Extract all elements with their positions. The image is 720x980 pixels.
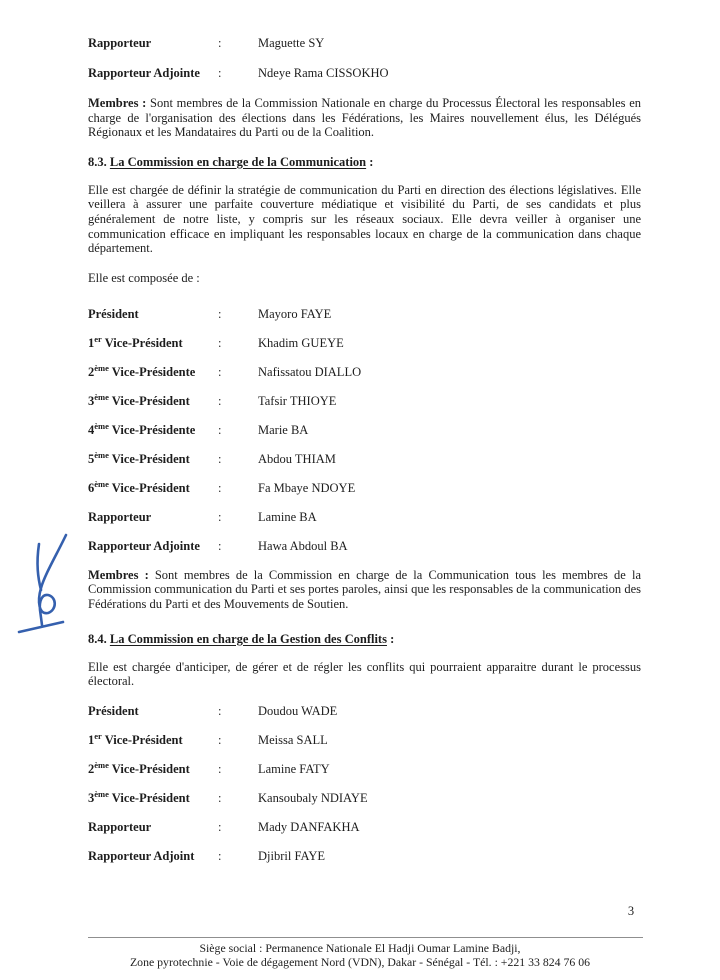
section-number: 8.4.: [88, 631, 107, 646]
official-role: 1er Vice-Président: [88, 333, 183, 350]
colon-separator: :: [218, 451, 222, 466]
section-colon: :: [369, 154, 374, 169]
official-row: [88, 849, 641, 864]
footer-divider: [88, 937, 643, 938]
section-84-body: Elle est chargée d'anticiper, de gérer et de régler les conflits qui pourraient apparaitre durant le processus électoral.: [88, 659, 641, 689]
colon-separator: :: [218, 703, 222, 718]
members-text: Sont membres de la Commission Nationale en charge du Processus Électoral les responsables en charge de l'organisation des élections dans les Fédérations, les Maires nouvellement élus, les Délégués Régionaux et les Mandataires du Parti ou de la Coalition.: [88, 96, 642, 140]
official-role: 5ème Vice-Président: [88, 449, 190, 466]
colon-separator: :: [218, 480, 222, 495]
official-role: Rapporteur: [88, 509, 152, 524]
colon-separator: :: [218, 335, 222, 350]
official-name: Meissa SALL: [258, 732, 328, 747]
colon-separator: :: [218, 790, 222, 805]
official-name: Hawa Abdoul BA: [258, 538, 348, 553]
official-role: 1er Vice-Président: [88, 730, 183, 747]
official-name: Maguette SY: [258, 36, 325, 50]
footer-address: [0, 942, 720, 970]
official-name: Mady DANFAKHA: [258, 819, 360, 834]
colon-separator: :: [218, 364, 222, 379]
official-name: Marie BA: [258, 422, 309, 437]
official-row: [88, 420, 641, 438]
colon-separator: :: [218, 36, 222, 50]
members-note-communication: [88, 568, 641, 612]
official-row: [88, 362, 641, 380]
official-row: [88, 759, 641, 777]
official-row: [88, 307, 641, 322]
colon-separator: :: [218, 393, 222, 408]
official-row: [88, 820, 641, 835]
official-row: [88, 510, 641, 525]
colon-separator: :: [218, 509, 222, 524]
official-name: Djibril FAYE: [258, 848, 326, 863]
official-row: [88, 36, 641, 51]
footer-address-line2: Zone pyrotechnie - Voie de dégagement Nord (VDN), Dakar - Sénégal - Tél. : +221 33 824 76 06: [129, 954, 591, 969]
officials-list-communication: [88, 307, 641, 554]
official-row: [88, 449, 641, 467]
handwritten-ink-mark-icon: [12, 530, 76, 638]
official-row: [88, 391, 641, 409]
official-row: [88, 704, 641, 719]
colon-separator: :: [218, 848, 222, 863]
official-name: Tafsir THIOYE: [258, 393, 337, 408]
section-number: 8.3.: [88, 154, 107, 169]
members-note-national: [88, 96, 641, 140]
official-role: Rapporteur: [88, 819, 152, 834]
official-role: 2ème Vice-Présidente: [88, 362, 196, 379]
official-role: 6ème Vice-Président: [88, 478, 190, 495]
colon-separator: :: [218, 819, 222, 834]
composed-intro: Elle est composée de :: [88, 270, 200, 285]
footer-address-line1: Siège social : Permanence Nationale El Hadji Oumar Lamine Badji,: [199, 941, 521, 955]
official-name: Lamine FATY: [258, 761, 330, 776]
section-83-body: Elle est chargée de définir la stratégie de communication du Parti en direction des élections législatives. Elle veillera à assurer une parfaite couverture médiatique et visibilité du Parti, de ses candidats et plus généralement de notre liste, y compris sur les réseaux sociaux. Elle devra veiller à organiser une communication efficace en impliquant les responsables locaux en charge de la communication dans chaque département.: [88, 182, 641, 256]
section-heading-84: [88, 632, 641, 647]
official-row: [88, 478, 641, 496]
official-role: Rapporteur Adjointe: [88, 538, 200, 553]
colon-separator: :: [218, 761, 222, 776]
official-row: [88, 333, 641, 351]
official-name: Fa Mbaye NDOYE: [258, 480, 356, 495]
official-role: Rapporteur Adjoint: [88, 848, 195, 863]
colon-separator: :: [218, 422, 222, 437]
section-colon: :: [390, 631, 395, 646]
section-title: La Commission en charge de la Communication: [109, 154, 367, 169]
colon-separator: :: [218, 732, 222, 747]
official-name: Nafissatou DIALLO: [258, 364, 362, 379]
officials-list-conflits: [88, 704, 641, 864]
page-number: 3: [627, 904, 635, 918]
official-row: [88, 66, 641, 81]
colon-separator: :: [218, 538, 222, 553]
official-role: Président: [88, 703, 139, 718]
official-role: Rapporteur: [88, 36, 152, 50]
official-name: Abdou THIAM: [258, 451, 336, 466]
colon-separator: :: [218, 306, 222, 321]
official-role: 3ème Vice-Président: [88, 788, 190, 805]
official-row: [88, 539, 641, 554]
official-name: Khadim GUEYE: [258, 335, 344, 350]
section-title: La Commission en charge de la Gestion des Conflits: [109, 631, 387, 646]
official-role: Président: [88, 306, 139, 321]
official-role: 4ème Vice-Présidente: [88, 420, 196, 437]
official-row: [88, 788, 641, 806]
official-role: Rapporteur Adjointe: [88, 66, 200, 80]
official-row: [88, 730, 641, 748]
official-name: Ndeye Rama CISSOKHO: [258, 66, 389, 80]
official-name: Kansoubaly NDIAYE: [258, 790, 368, 805]
members-text: Sont membres de la Commission en charge de la Communication tous les membres de la Commission communication du Parti et ses portes paroles, ainsi que les responsables de la communication des Fédérations du Parti et des Mouvements de Soutien.: [88, 567, 641, 611]
members-lead: Membres :: [88, 96, 147, 110]
official-name: Doudou WADE: [258, 703, 338, 718]
official-role: 3ème Vice-Président: [88, 391, 190, 408]
members-lead: Membres :: [88, 567, 149, 582]
document-body: [88, 36, 641, 878]
colon-separator: :: [218, 66, 222, 80]
official-name: Mayoro FAYE: [258, 306, 332, 321]
section-heading-83: [88, 155, 641, 170]
official-role: 2ème Vice-Président: [88, 759, 190, 776]
official-name: Lamine BA: [258, 509, 317, 524]
